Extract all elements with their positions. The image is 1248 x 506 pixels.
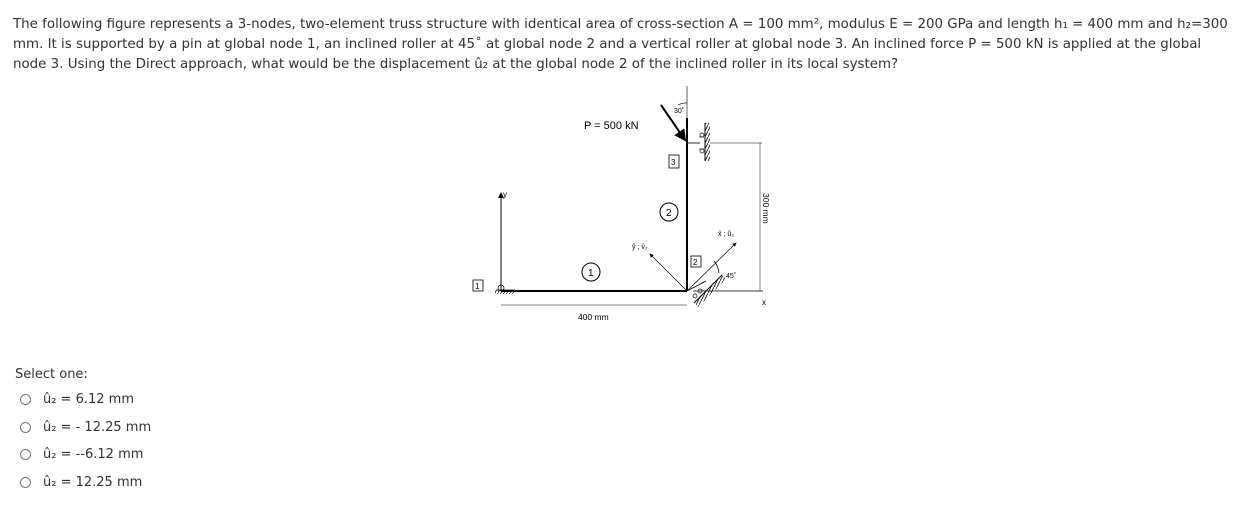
local-y-label: ŷ ; v̂₂ (632, 244, 648, 251)
question-text: The following figure represents a 3-nodes, two-element truss structure with identical area of cross-section A = 100 mm², modulus E = 200 GPa and length h₁ = 400 mm and h₂=300 mm. It is supported by a pin at global node 1, an inclined roller at 45˚ at global node 2 and a vertical roller at global node 3. An inclined force P = 500 kN is applied at the global node 3. Using the Direct approach, what would be the displacement û₂ at the global node 2 of the inclined roller in its local system? (13, 17, 1228, 72)
y-axis-label: y (503, 190, 507, 199)
angle-45-arc (714, 261, 719, 273)
radio-button[interactable] (20, 394, 31, 405)
radio-button[interactable] (20, 477, 31, 488)
node-3-label: 3 (671, 158, 676, 167)
answer-option-label: û₂ = - 12.25 mm (43, 419, 152, 435)
answer-option-label: û₂ = 6.12 mm (43, 391, 135, 407)
node-2-label: 2 (693, 258, 698, 267)
answer-option-1[interactable] (20, 389, 134, 409)
x-axis-label: x (762, 298, 766, 307)
select-one-label: Select one: (15, 367, 88, 382)
pin-support (495, 285, 515, 294)
angle-30-label: 30˚ (674, 108, 685, 115)
answer-option-3[interactable] (20, 444, 143, 464)
force-label: P = 500 kN (584, 120, 639, 132)
dim-horizontal-label: 400 mm (578, 312, 609, 322)
node-1-label: 1 (475, 282, 480, 291)
answer-option-label: û₂ = --6.12 mm (43, 446, 144, 462)
local-y-axis (650, 254, 687, 291)
angle-30-arc (678, 103, 687, 105)
element-2-label: 2 (666, 208, 672, 219)
radio-button[interactable] (20, 422, 31, 433)
answer-option-4[interactable] (20, 472, 142, 492)
vertical-roller-support (687, 123, 710, 161)
local-x-label: x̂ ; û₂ (718, 231, 734, 238)
truss-figure (468, 83, 778, 323)
radio-button[interactable] (20, 449, 31, 460)
dim-vertical-label: 300 mm (761, 193, 771, 224)
element-1-label: 1 (588, 268, 594, 279)
answer-option-label: û₂ = 12.25 mm (43, 474, 143, 490)
answer-option-2[interactable] (20, 417, 151, 437)
angle-45-label: 45˚ (726, 273, 737, 280)
